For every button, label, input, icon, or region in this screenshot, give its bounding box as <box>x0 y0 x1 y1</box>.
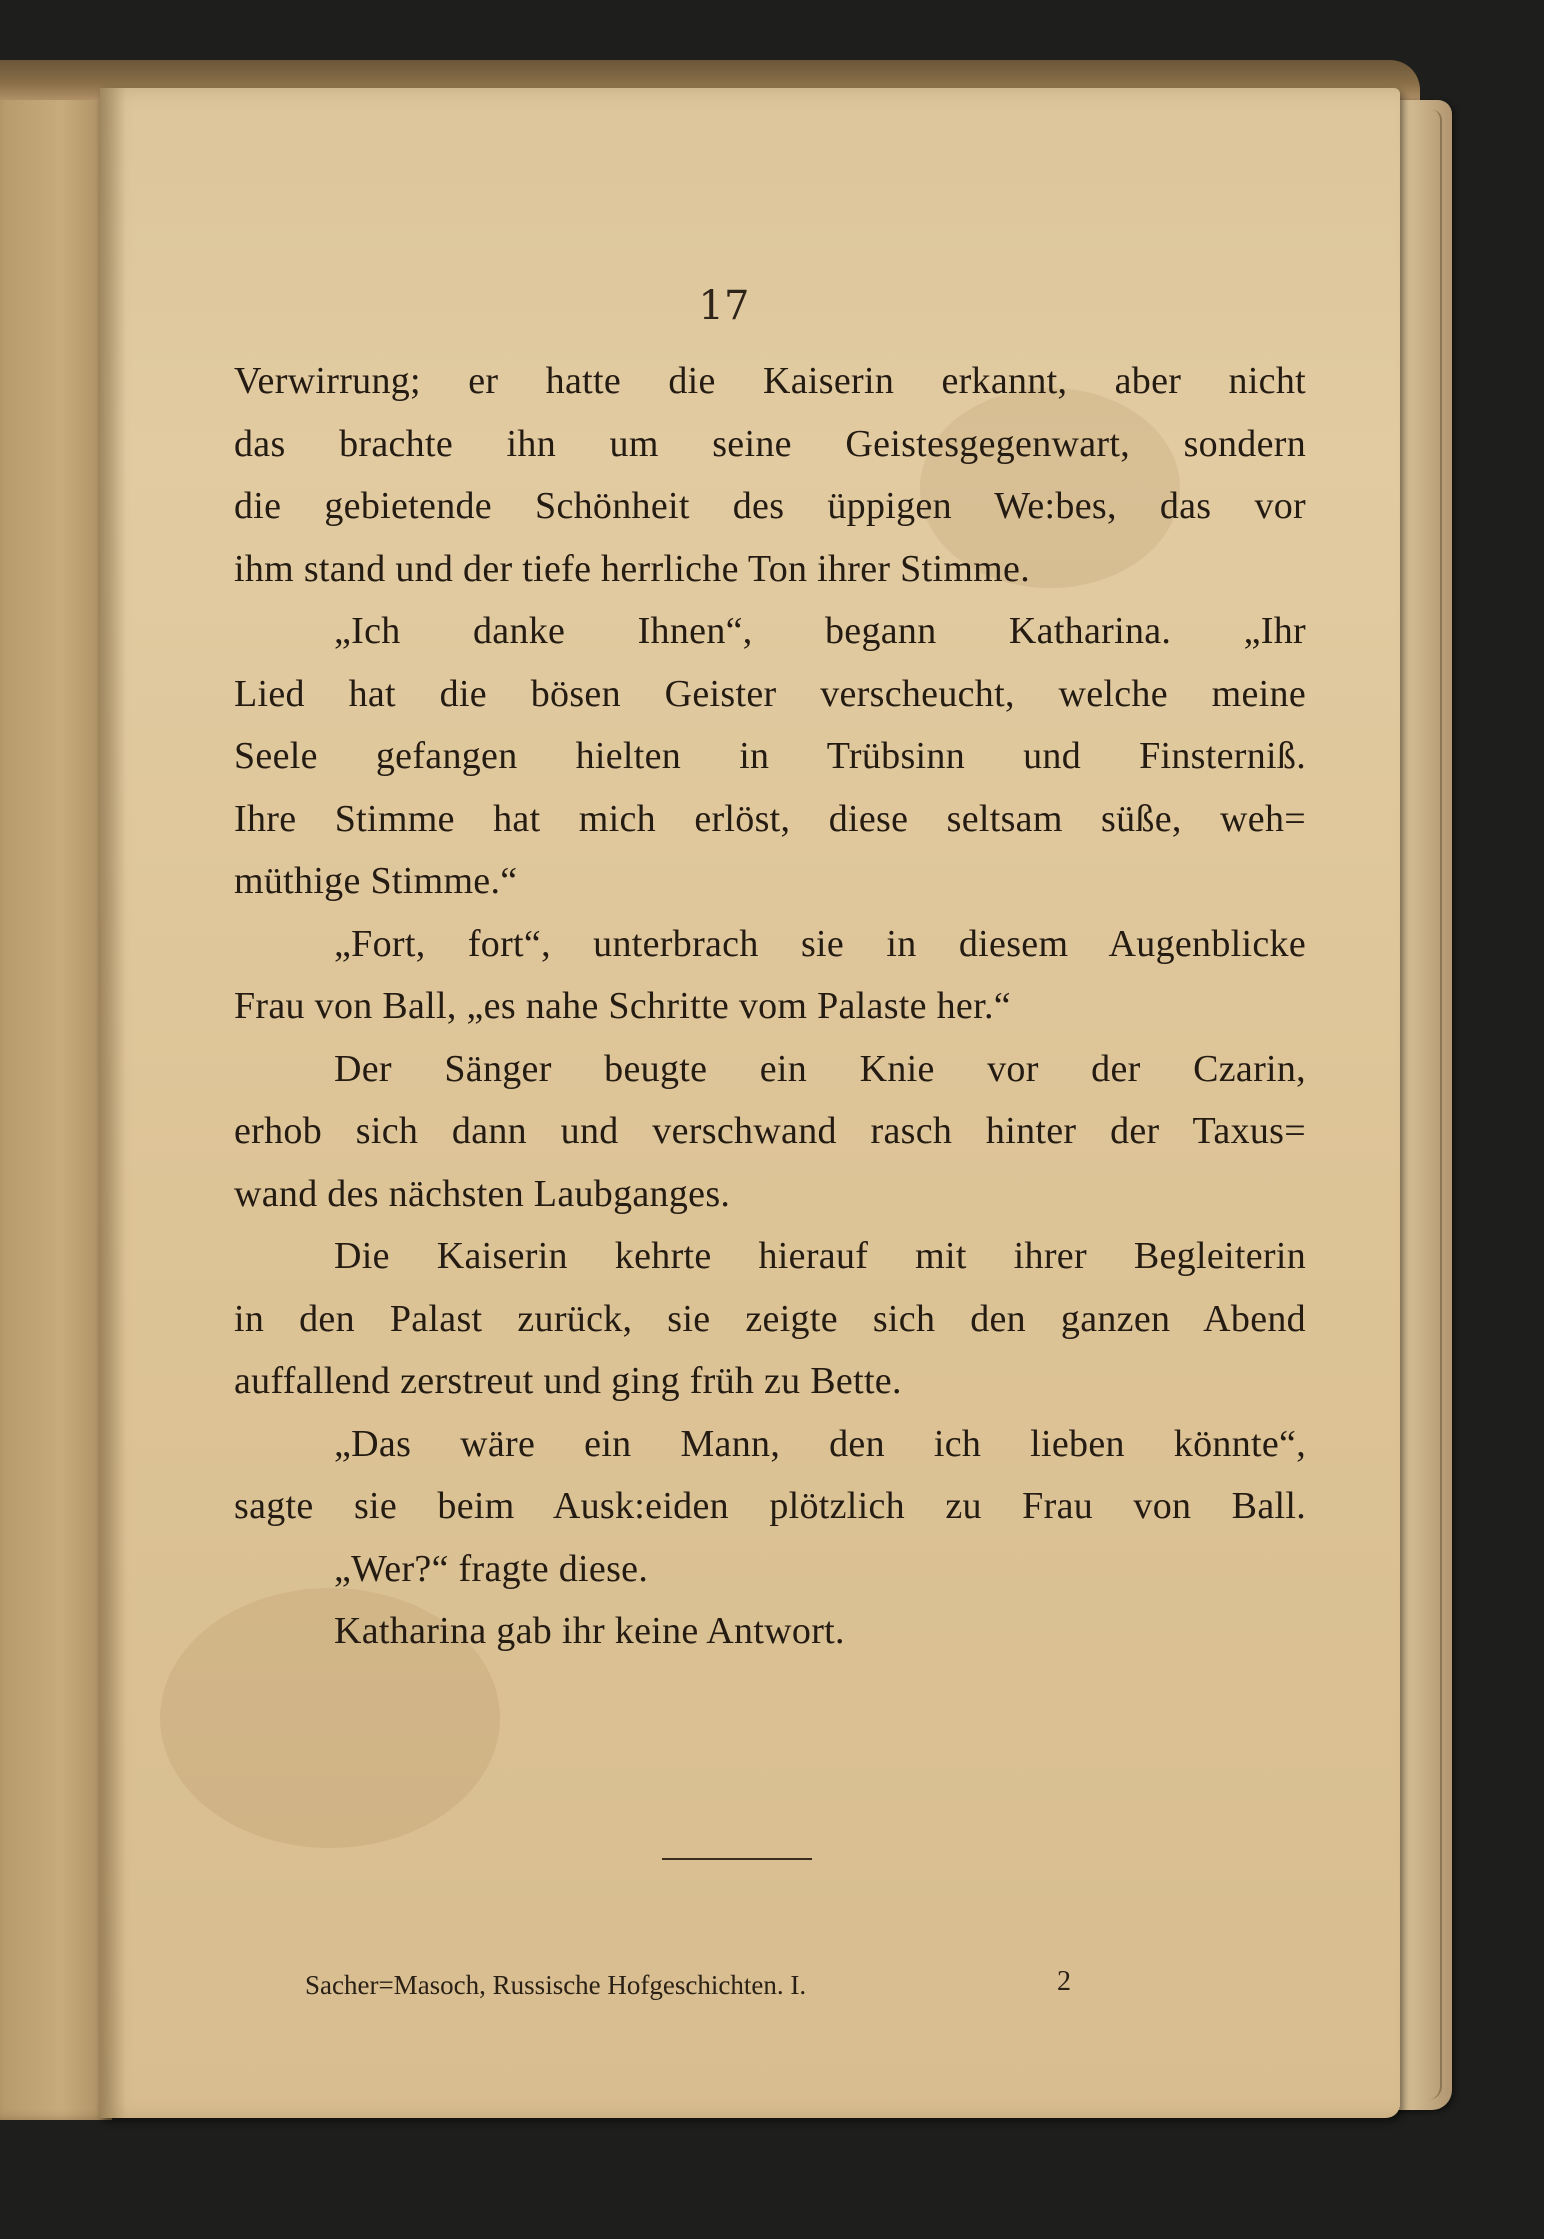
previous-page-edge <box>0 70 112 2120</box>
text-line: müthige Stimme.“ <box>234 860 518 902</box>
text-line: Die Kaiserin kehrte hierauf mit ihrer Begleiterin <box>334 1235 1306 1277</box>
footer <box>305 1966 1175 2001</box>
text-line: Der Sänger beugte ein Knie vor der Czarin, <box>334 1047 1306 1090</box>
text-line: in den Palast zurück, sie zeigte sich den ganzen Abend <box>234 1297 1306 1340</box>
text-line: Lied hat die bösen Geister verscheucht, welche meine <box>234 672 1306 715</box>
text-line: Verwirrung; er hatte die Kaiserin erkannt, aber nicht <box>234 360 1306 402</box>
text-line: Frau von Ball, „es nahe Schritte vom Palaste her.“ <box>234 985 1011 1027</box>
text-line: „Ich danke Ihnen“, begann Katharina. „Ihr <box>334 610 1306 652</box>
text-line: Seele gefangen hielten in Trübsinn und Finsterniß. <box>234 735 1306 777</box>
text-line: wand des nächsten Laubganges. <box>234 1172 731 1215</box>
page-number: 17 <box>698 283 750 329</box>
signature-mark: 2 <box>1057 1966 1071 1997</box>
text-line: das brachte ihn um seine Geistesgegenwart, sondern <box>234 422 1306 465</box>
text-line: „Fort, fort“, unterbrach sie in diesem Augenblicke <box>334 922 1306 965</box>
text-line: erhob sich dann und verschwand rasch hinter der Taxus= <box>234 1110 1306 1152</box>
page-stack-line <box>1400 110 1442 2100</box>
gutter-shadow <box>100 88 126 2118</box>
text-line: „Wer?“ fragte diese. <box>334 1547 649 1590</box>
book-page <box>100 88 1400 2118</box>
text-line: Ihre Stimme hat mich erlöst, diese seltsam süße, weh= <box>234 797 1306 840</box>
text-line: Katharina gab ihr keine Antwort. <box>334 1610 845 1652</box>
text-line: „Das wäre ein Mann, den ich lieben könnte“, <box>334 1422 1306 1465</box>
text-line: die gebietende Schönheit des üppigen We:bes, das vor <box>234 485 1306 527</box>
text-line: auffallend zerstreut und ging früh zu Bette. <box>234 1360 902 1402</box>
end-rule <box>662 1858 812 1860</box>
text-line: ihm stand und der tiefe herrliche Ton ihrer Stimme. <box>234 547 1031 590</box>
text-line: sagte sie beim Ausk:eiden plötzlich zu Frau von Ball. <box>234 1485 1306 1527</box>
body-text <box>234 350 1306 1663</box>
footer-title: Sacher=Masoch, Russische Hofgeschichten. I. <box>305 1970 807 2000</box>
